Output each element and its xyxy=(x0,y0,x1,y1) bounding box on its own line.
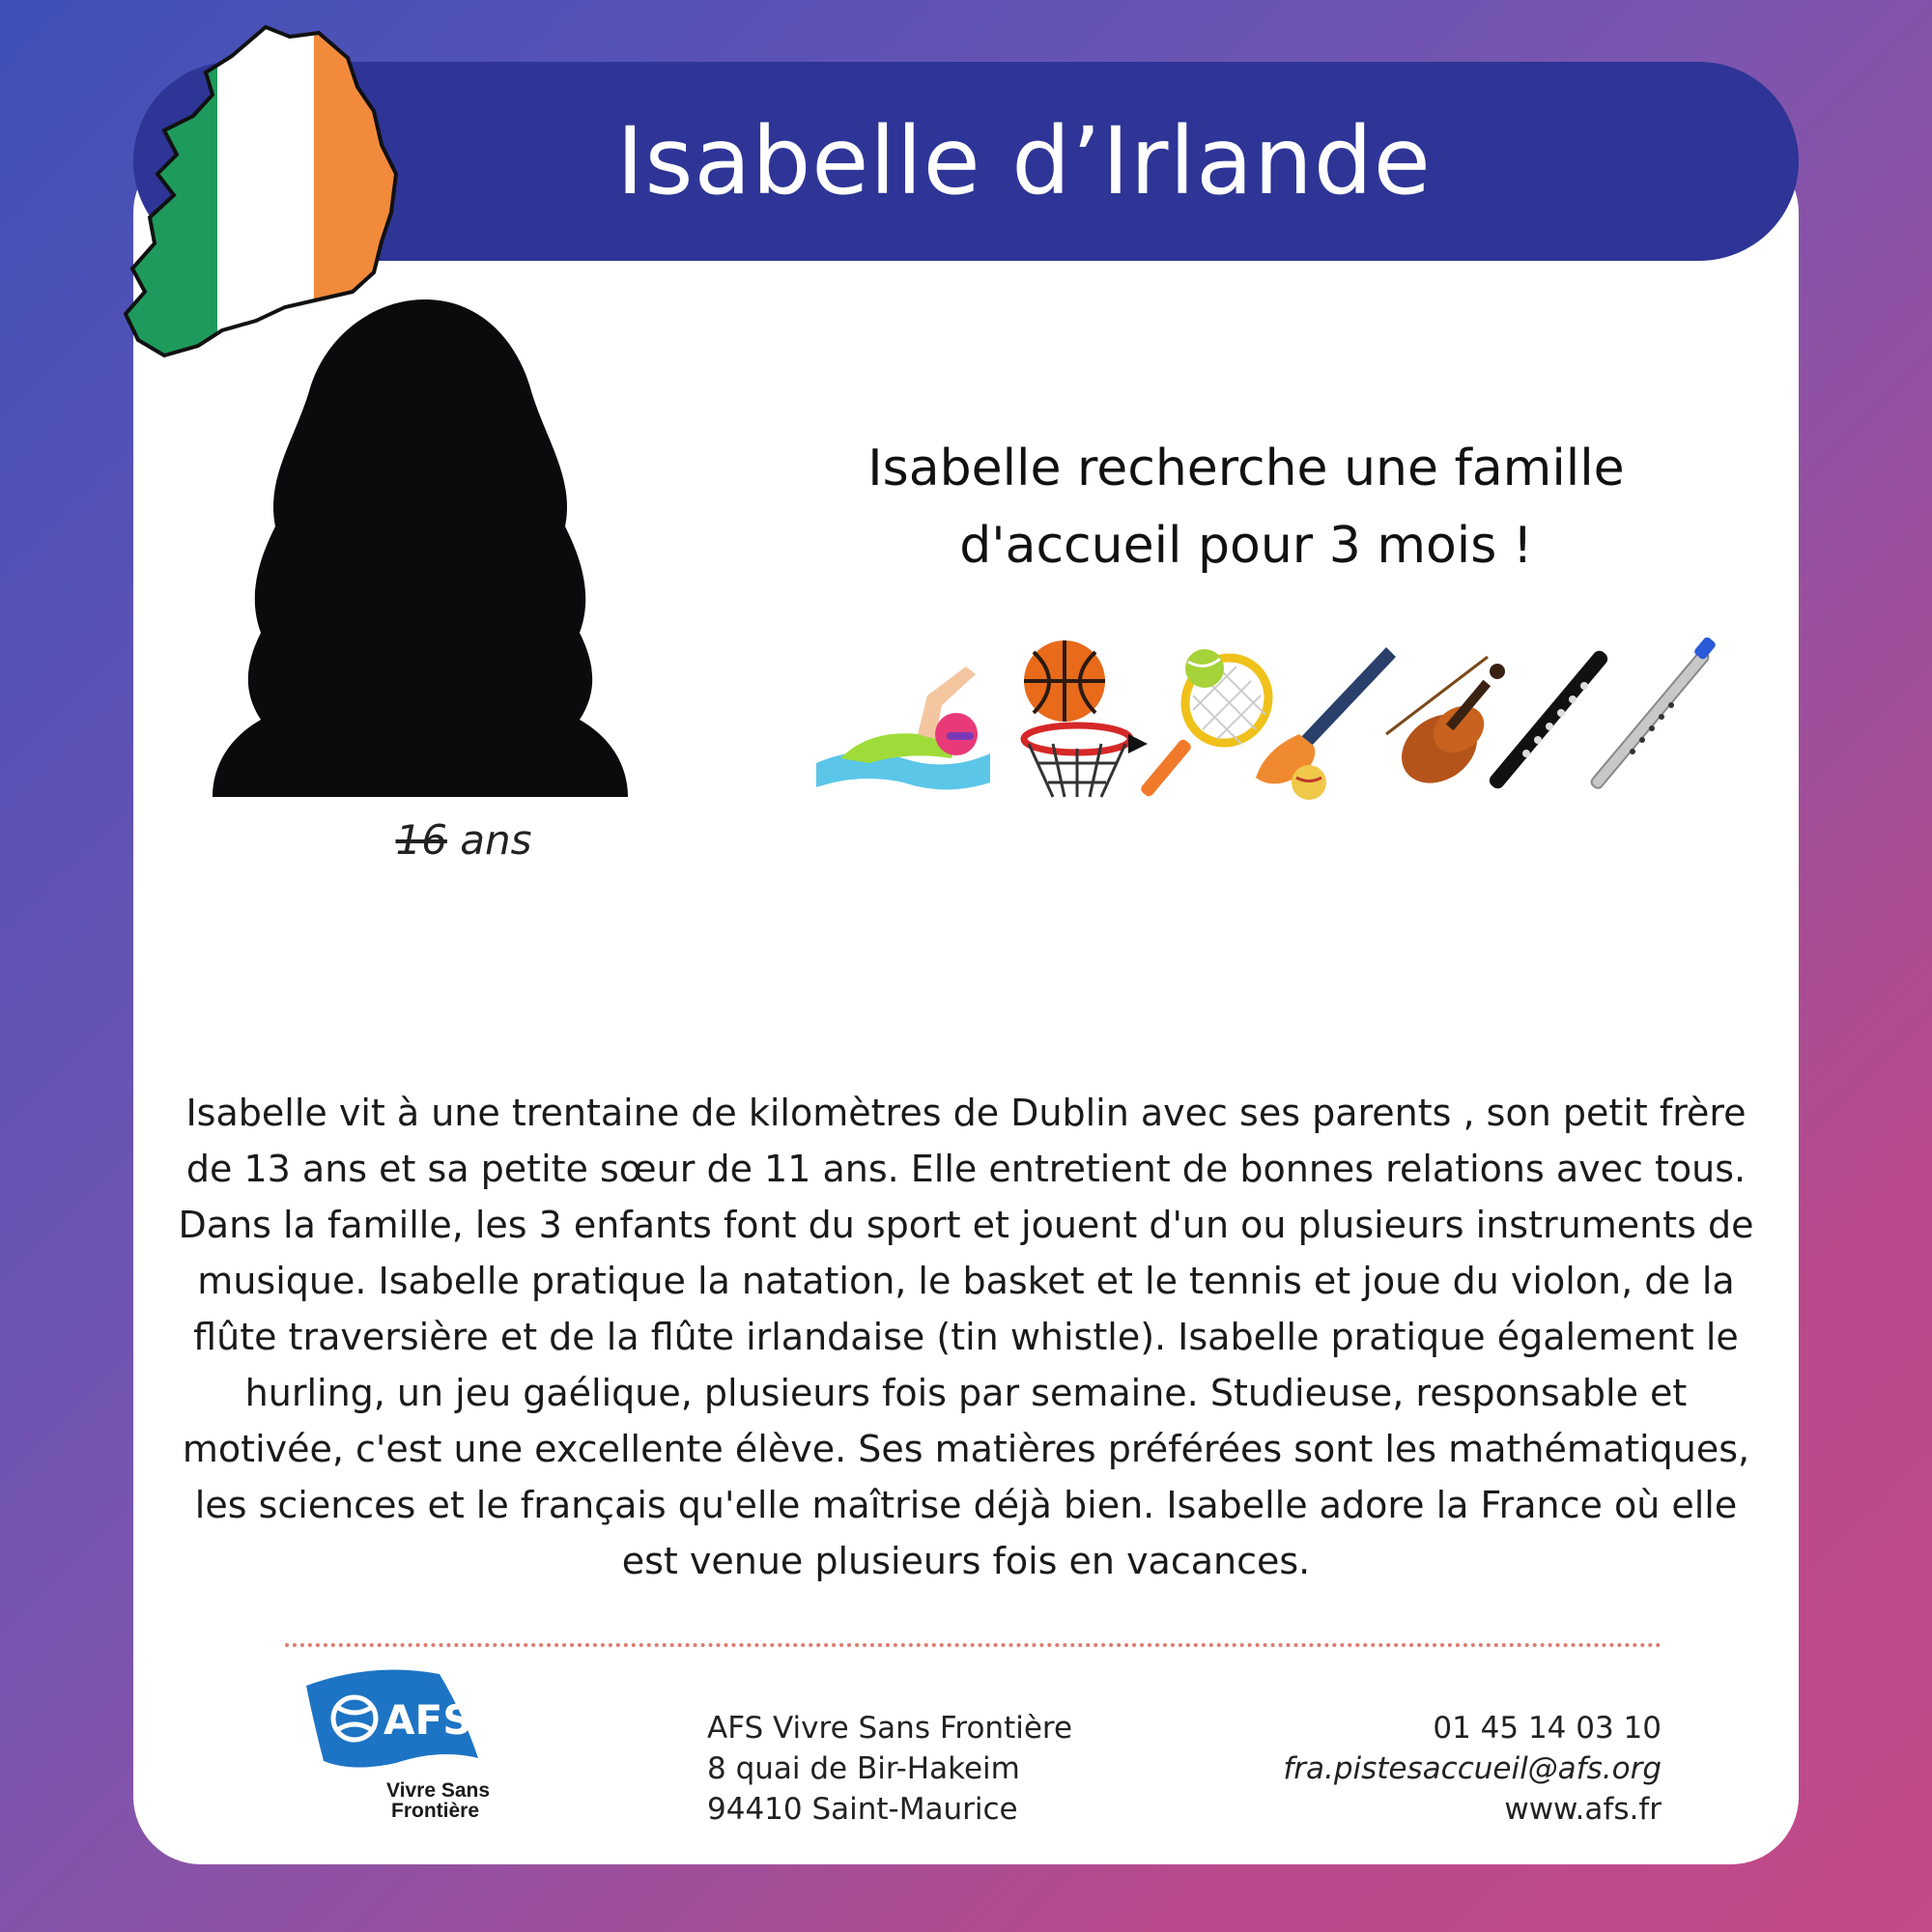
page-title: Isabelle d’Irlande xyxy=(616,107,1432,215)
tin-whistle-icon xyxy=(1584,638,1719,802)
age-label xyxy=(290,816,638,864)
org-name: AFS Vivre Sans Frontière xyxy=(707,1711,1073,1746)
city-address: 94410 Saint-Maurice xyxy=(707,1792,1018,1827)
street-address: 8 quai de Bir-Hakeim xyxy=(707,1751,1020,1786)
website-link[interactable]: www.afs.fr xyxy=(1504,1792,1662,1827)
hobby-icons xyxy=(811,638,1719,802)
age-number: 16 xyxy=(395,816,447,864)
afs-logo xyxy=(295,1657,502,1826)
person-silhouette xyxy=(208,295,633,797)
contact-block xyxy=(1188,1708,1662,1830)
basketball-icon xyxy=(1005,638,1150,802)
headline xyxy=(763,430,1729,584)
logo-tagline-2: Frontière xyxy=(391,1800,480,1822)
description: Isabelle vit à une trentaine de kilomètres de Dublin avec ses parents , son petit frère de 13 ans et sa petite sœur de 11 ans. Elle entretient de bonnes relations avec tous. Dans la famille, les 3 enfants font du sport et jouent d'un ou plusieurs instruments de musique. Isabelle pratique la natation, le basket et le tennis et joue du violon, de la flûte traversière et de la flûte irlandaise (tin whistle). Isabelle pratique également le hurling, un jeu gaélique, plusieurs fois par semaine. Studieuse, responsable et motivée, c'est une excellente élève. Ses matières préférées sont les mathématiques, les sciences et le français qu'elle maîtrise déjà bien. Isabelle adore la France où elle est venue plusieurs fois en vacances. xyxy=(178,1092,1754,1582)
headline-line-2: d'accueil pour 3 mois ! xyxy=(959,517,1533,575)
age-unit: ans xyxy=(460,816,532,864)
footer-divider xyxy=(285,1643,1662,1647)
address-block xyxy=(707,1708,1190,1830)
logo-brand: AFS xyxy=(384,1696,472,1744)
headline-line-1: Isabelle recherche une famille xyxy=(867,440,1625,497)
logo-tagline-1: Vivre Sans xyxy=(386,1779,491,1802)
swimmer-icon xyxy=(811,638,995,802)
email-link[interactable]: fra.pistesaccueil@afs.org xyxy=(1283,1751,1662,1786)
phone-number: 01 45 14 03 10 xyxy=(1433,1711,1662,1746)
